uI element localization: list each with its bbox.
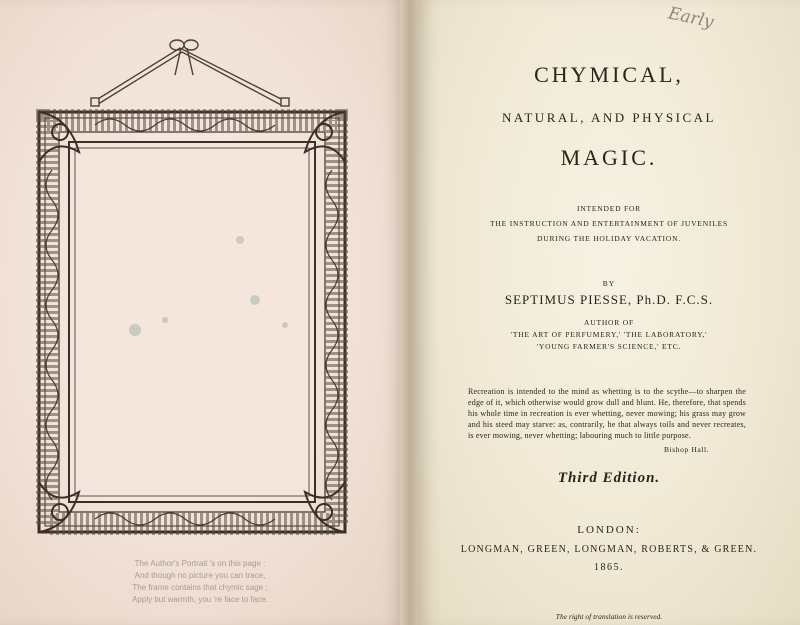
caption-line: The frame contains that chymic sage ; <box>132 583 268 592</box>
caption-line: And though no picture you can trace, <box>134 571 266 580</box>
intended-line: DURING THE HOLIDAY VACATION. <box>537 234 681 243</box>
imprint-year: 1865. <box>594 562 624 573</box>
pencil-note: Early <box>666 3 716 33</box>
portrait-caption <box>60 558 340 606</box>
author-of-line: AUTHOR OF <box>584 318 634 327</box>
edition-label: Third Edition. <box>557 470 661 486</box>
ornamental-frame <box>25 30 355 545</box>
title-line-2: NATURAL, AND PHYSICAL <box>502 110 716 125</box>
caption-line: The Author's Portrait 's on this page : <box>134 559 266 568</box>
title-line-3: MAGIC. <box>560 145 658 170</box>
epigraph-attribution: Bishop Hall. <box>664 445 710 454</box>
rights-notice: The right of translation is reserved. <box>555 612 663 621</box>
author-of-line: 'THE ART OF PERFUMERY,' 'THE LABORATORY,' <box>510 330 708 339</box>
by-label: BY <box>602 279 616 288</box>
epigraph-quote: Recreation is intended to the mind as whetting is to the scythe—to sharpen the edge of it, which otherwise would grow dull and blunt. He, therefore, that spends his whole time in recreation is ever whetting, never mowing; his grass may grow and his steed may starve: as, contrarily, he that always toils and never recreates, is ever mowing, never whetting; labouring much to little purpose. <box>468 387 746 440</box>
intended-line: THE INSTRUCTION AND ENTERTAINMENT OF JUVENILES <box>490 219 728 228</box>
caption-line: Apply but warmth, you 're face to face. <box>132 595 268 604</box>
author-name: SEPTIMUS PIESSE, Ph.D. F.C.S. <box>504 292 714 307</box>
author-of-line: 'YOUNG FARMER'S SCIENCE,' ETC. <box>536 342 682 351</box>
imprint-publisher: LONGMAN, GREEN, LONGMAN, ROBERTS, & GREEN. <box>460 544 758 555</box>
imprint-city: LONDON: <box>577 524 641 536</box>
title-line-1: CHYMICAL, <box>534 62 684 87</box>
ribbon-bow-icon <box>91 40 289 106</box>
intended-line: INTENDED FOR <box>577 204 641 213</box>
